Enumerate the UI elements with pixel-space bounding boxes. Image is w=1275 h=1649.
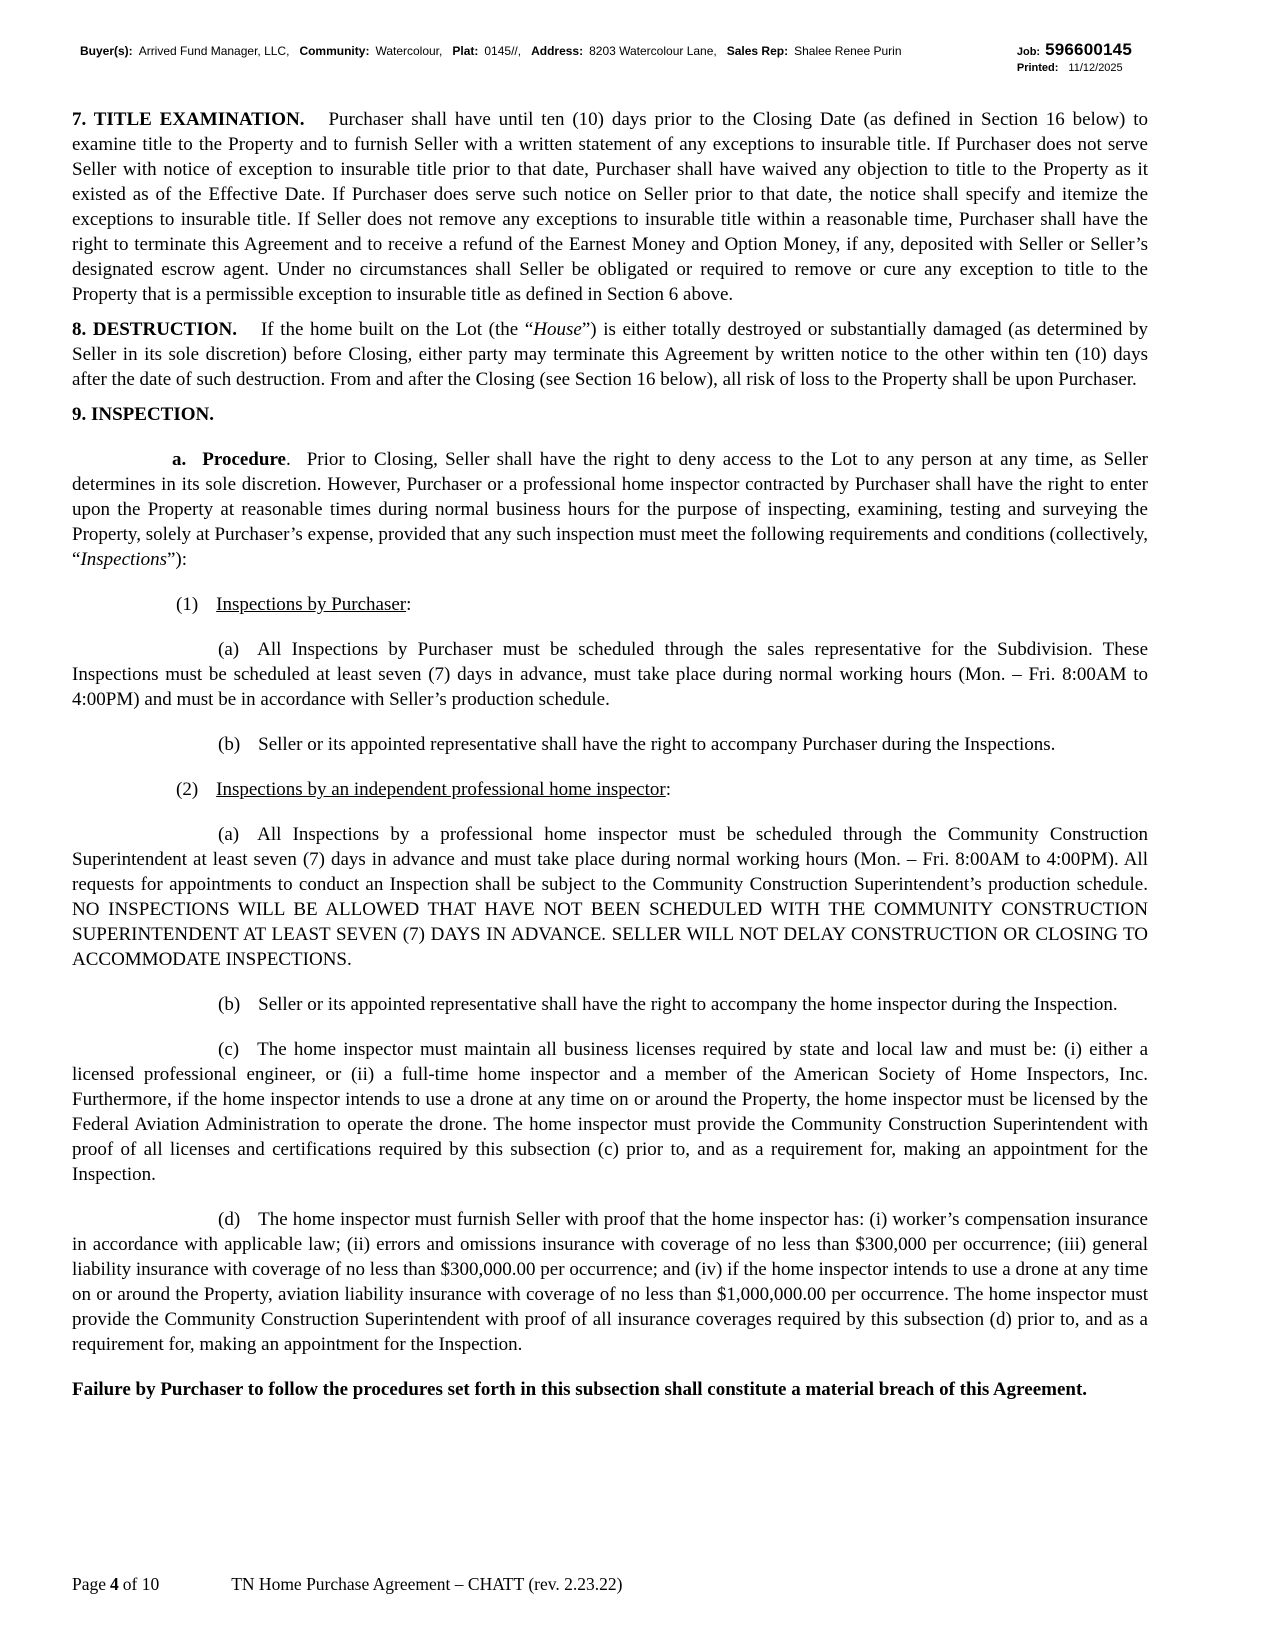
- item-2-heading-paragraph: [72, 777, 1148, 802]
- section-9-heading: 9. INSPECTION.: [72, 404, 214, 425]
- section-7-heading: 7. TITLE EXAMINATION.: [72, 109, 305, 130]
- item-2c-text: The home inspector must maintain all business licenses required by state and local law and must be: (i) either a licensed professional engineer, or (ii) a full-time home inspector and a member of the American Society of Home Inspectors, Inc. Furthermore, if the home inspector intends to use a drone at any time on or around the Property, the home inspector must be licensed by the Federal Aviation Administration to operate the drone. The home inspector must provide the Community Construction Superintendent with proof of all licenses and certifications required by this subsection (c) prior to, and as a requirement for, making an appointment for the Inspection.: [72, 1039, 1148, 1185]
- item-1-colon: :: [406, 594, 412, 615]
- community-label: Community:: [299, 44, 370, 58]
- printed-date: 11/12/2025: [1068, 62, 1123, 74]
- sales-rep-label: Sales Rep:: [726, 44, 789, 58]
- section-8-paragraph: [72, 317, 1148, 392]
- plat-value: 0145//,: [484, 44, 522, 58]
- item-2a-paragraph: [72, 822, 1148, 972]
- procedure-dot: .: [285, 449, 291, 470]
- item-2c-number: (c): [218, 1039, 240, 1060]
- item-2d-paragraph: [72, 1207, 1148, 1357]
- item-2d-number: (d): [218, 1209, 241, 1230]
- section-7-paragraph: [72, 107, 1148, 307]
- procedure-text-post: ”):: [166, 549, 188, 570]
- page-label: Page: [72, 1574, 107, 1594]
- address-label: Address:: [531, 44, 584, 58]
- section-8-text-pre: If the home built on the Lot (the “: [260, 319, 534, 340]
- section-7-text: Purchaser shall have until ten (10) days prior to the Closing Date (as defined in Section 16 below) to examine title to the Property and to furnish Seller with a written statement of any exceptions to insurable title. If Purchaser does not serve Seller with notice of exception to insurable title prior to that date, Purchaser shall have waived any objection to title to the Property as it existed as of the Effective Date. If Purchaser does serve such notice on Seller prior to that date, the notice shall specify and itemize the exceptions to insurable title. If Seller does not remove any exceptions to insurable title within a reasonable time, Purchaser shall have the right to terminate this Agreement and to receive a refund of the Earnest Money and Option Money, if any, deposited with Seller or Seller’s designated escrow agent. Under no circumstances shall Seller be obligated or required to remove or cure any exception to title to the Property that is a permissible exception to insurable title as defined in Section 6 above.: [72, 109, 1148, 305]
- item-1b-number: (b): [218, 734, 241, 755]
- section-9-heading-paragraph: [72, 402, 1148, 427]
- header-meta-line: [80, 42, 912, 59]
- document-header: [80, 42, 1132, 76]
- item-1a-text: All Inspections by Purchaser must be scheduled through the sales representative for the Subdivision. These Inspections must be scheduled at least seven (7) days in advance, must take place during normal working hours (Mon. – Fri. 8:00AM to 4:00PM) and must be in accordance with Seller’s production schedule.: [72, 639, 1148, 710]
- breach-notice-paragraph: [72, 1377, 1148, 1402]
- page-indicator: [72, 1573, 163, 1595]
- printed-label: Printed:: [1016, 62, 1059, 74]
- item-1b-paragraph: [72, 732, 1148, 757]
- sales-rep-value: Shalee Renee Purin: [794, 44, 902, 58]
- defined-term-house: House: [533, 319, 582, 340]
- item-2c-paragraph: [72, 1037, 1148, 1187]
- item-2b-text: Seller or its appointed representative shall have the right to accompany the home inspector during the Inspection.: [258, 994, 1118, 1015]
- section-8-heading: 8. DESTRUCTION.: [72, 319, 237, 340]
- document-body: [72, 107, 1148, 1412]
- procedure-paragraph: [72, 447, 1148, 572]
- address-value: 8203 Watercolour Lane,: [589, 44, 717, 58]
- defined-term-inspections: Inspections: [80, 549, 167, 570]
- community-value: Watercolour,: [375, 44, 443, 58]
- buyers-value: Arrived Fund Manager, LLC,: [138, 44, 290, 58]
- procedure-letter: a.: [172, 449, 187, 470]
- plat-label: Plat:: [452, 44, 479, 58]
- item-2d-text: The home inspector must furnish Seller with proof that the home inspector has: (i) worker’s compensation insurance in accordance with applicable law; (ii) errors and omissions insurance with coverage of no less than $300,000 per occurrence; (iii) general liability insurance with coverage of no less than $300,000.00 per occurrence; and (iv) if the home inspector intends to use a drone at any time on or around the Property, aviation liability insurance with coverage of no less than $1,000,000.00 per occurrence. The home inspector must provide the Community Construction Superintendent with proof of all insurance coverages required by this subsection (d) prior to, and as a requirement for, making an appointment for the Inspection.: [72, 1209, 1148, 1355]
- breach-notice-text: Failure by Purchaser to follow the procedures set forth in this subsection shall constitute a material breach of this Agreement.: [72, 1379, 1088, 1400]
- section-8-text-post: ”) is either totally destroyed or substantially damaged (as determined by Seller in its sole discretion) before Closing, either party may terminate this Agreement by written notice to the other within ten (10) days after the date of such destruction. From and after the Closing (see Section 16 below), all risk of loss to the Property shall be upon Purchaser.: [72, 319, 1149, 390]
- item-1b-text: Seller or its appointed representative shall have the right to accompany Purchaser during the Inspections.: [258, 734, 1056, 755]
- job-label: Job:: [1016, 46, 1041, 58]
- header-job-block: [1017, 42, 1132, 76]
- job-number: 596600145: [1045, 40, 1132, 59]
- item-2-label: Inspections by an independent professional home inspector: [216, 779, 666, 800]
- item-1a-number: (a): [218, 639, 240, 660]
- printed-row: [1017, 61, 1132, 76]
- page-total: of 10: [122, 1574, 160, 1594]
- buyers-label: Buyer(s):: [80, 44, 133, 58]
- item-2a-text: All Inspections by a professional home inspector must be scheduled through the Community Construction Superintendent at least seven (7) days in advance and must take place during normal working hours (Mon. – Fri. 8:00AM to 4:00PM). All requests for appointments to conduct an Inspection shall be subject to the Community Construction Superintendent’s production schedule. NO INSPECTIONS WILL BE ALLOWED THAT HAVE NOT BEEN SCHEDULED WITH THE COMMUNITY CONSTRUCTION SUPERINTENDENT AT LEAST SEVEN (7) DAYS IN ADVANCE. SELLER WILL NOT DELAY CONSTRUCTION OR CLOSING TO ACCOMMODATE INSPECTIONS.: [72, 824, 1148, 970]
- document-reference: TN Home Purchase Agreement – CHATT (rev. 2.23.22): [231, 1574, 623, 1594]
- document-footer: [72, 1573, 1148, 1595]
- item-2b-number: (b): [218, 994, 241, 1015]
- item-1-number: (1): [176, 594, 199, 615]
- item-1-label: Inspections by Purchaser: [216, 594, 407, 615]
- item-2-colon: :: [665, 779, 671, 800]
- item-2-number: (2): [176, 779, 199, 800]
- item-2b-paragraph: [72, 992, 1148, 1017]
- item-2a-number: (a): [218, 824, 240, 845]
- procedure-title: Procedure: [202, 449, 286, 470]
- item-1-heading-paragraph: [72, 592, 1148, 617]
- procedure-text-pre: Prior to Closing, Seller shall have the right to deny access to the Lot to any person at any time, as Seller determines in its sole discretion. However, Purchaser or a professional home inspector contracted by Purchaser shall have the right to enter upon the Property at reasonable times during normal business hours for the purpose of inspecting, examining, testing and surveying the Property, solely at Purchaser’s expense, provided that any such inspection must meet the following requirements and conditions (collectively, “: [72, 449, 1148, 570]
- job-row: [1017, 42, 1132, 60]
- item-1a-paragraph: [72, 637, 1148, 712]
- page-number: 4: [110, 1574, 119, 1594]
